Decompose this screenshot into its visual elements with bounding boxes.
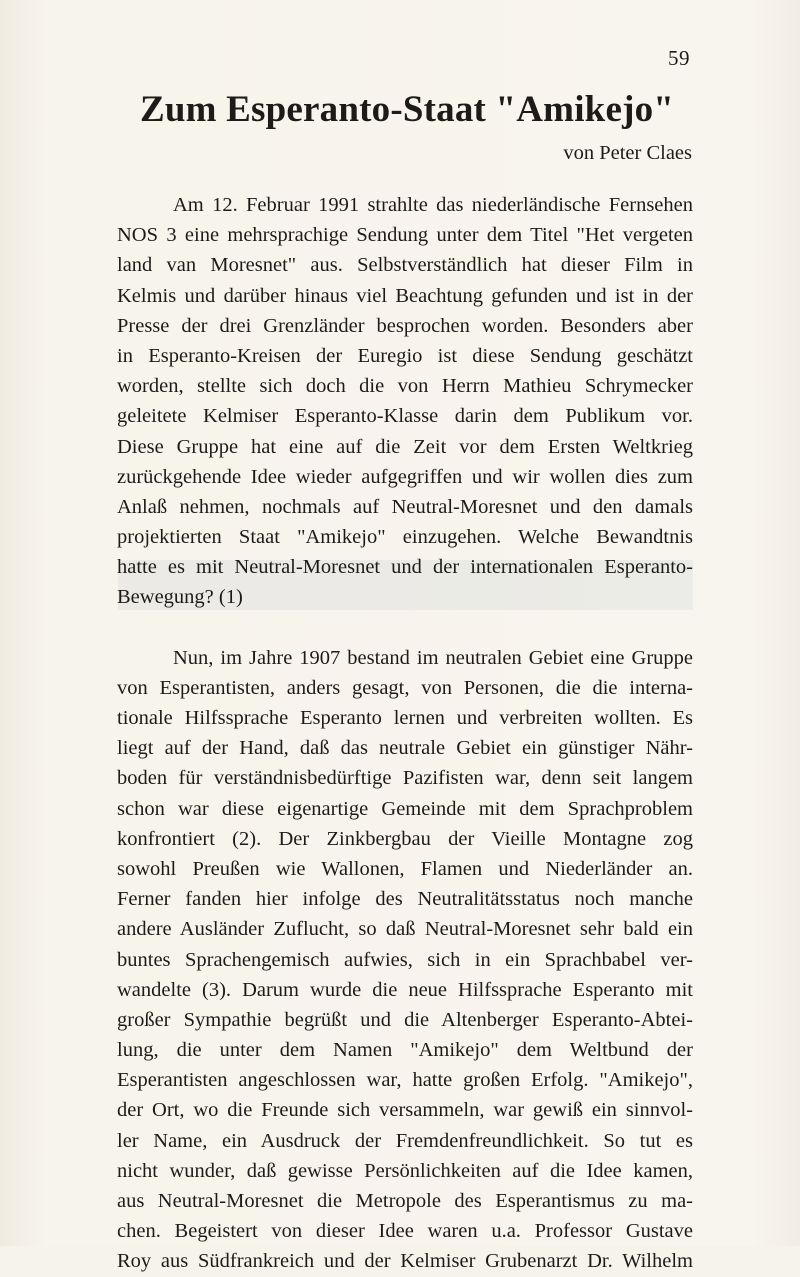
paragraph	[117, 643, 693, 1277]
article-body	[117, 190, 693, 1277]
article-title: Zum Esperanto-Staat "Amikejo"	[140, 89, 675, 130]
text-line: Am 12. Februar 1991 strahlte das niederländische Fernsehen	[173, 194, 693, 216]
text-line: Kelmis und darüber hinaus viel Beachtung gefunden und ist in der	[117, 284, 693, 307]
text-line: tionale Hilfssprache Esperanto lernen und verbreiten wollten. Es	[117, 707, 693, 729]
text-line: nicht wunder, daß gewisse Persönlichkeiten auf die Idee kamen,	[117, 1159, 693, 1182]
paragraph	[117, 190, 693, 613]
text-line: Nun, im Jahre 1907 bestand im neutralen Gebiet eine Gruppe	[173, 646, 693, 669]
page-number: 59	[668, 46, 690, 70]
text-line: boden für verständnisbedürftige Pazifisten war, denn seit langem	[117, 767, 693, 790]
text-line: Ferner fanden hier infolge des Neutralitätsstatus noch manche	[117, 888, 693, 911]
text-line: aus Neutral-Moresnet die Metropole des Esperantismus zu ma-	[117, 1190, 693, 1212]
text-line: zurückgehende Idee wieder aufgegriffen und wir wollen dies zum	[117, 465, 693, 488]
text-line: land van Moresnet" aus. Selbstverständlich hat dieser Film in	[117, 254, 693, 277]
text-line: buntes Sprachengemisch aufwies, sich in ein Sprachbabel ver-	[117, 948, 693, 971]
text-line: worden, stellte sich doch die von Herrn Mathieu Schrymecker	[117, 375, 693, 398]
text-line: Bewegung? (1)	[117, 586, 243, 609]
text-line: andere Ausländer Zuflucht, so daß Neutral-Moresnet sehr bald ein	[117, 918, 693, 941]
text-line: großer Sympathie begrüßt und die Altenberger Esperanto-Abtei-	[117, 1008, 693, 1031]
text-line: sowohl Preußen wie Wallonen, Flamen und Niederländer an.	[117, 857, 693, 880]
text-line: konfrontiert (2). Der Zinkbergbau der Vieille Montagne zog	[117, 827, 693, 850]
text-line: chen. Begeistert von dieser Idee waren u.a. Professor Gustave	[117, 1220, 693, 1243]
text-line: Esperantisten angeschlossen war, hatte großen Erfolg. "Amikejo",	[117, 1069, 693, 1092]
text-line: Presse der drei Grenzländer besprochen worden. Besonders aber	[117, 314, 693, 337]
text-line: lung, die unter dem Namen "Amikejo" dem Weltbund der	[117, 1039, 693, 1062]
text-line: wandelte (3). Darum wurde die neue Hilfssprache Esperanto mit	[117, 978, 693, 1001]
text-line: NOS 3 eine mehrsprachige Sendung unter dem Titel "Het vergeten	[117, 224, 693, 247]
text-line: projektierten Staat "Amikejo" einzugehen. Welche Bewandtnis	[117, 526, 693, 549]
text-line: hatte es mit Neutral-Moresnet und der internationalen Esperanto-	[117, 556, 693, 579]
text-line: Diese Gruppe hat eine auf die Zeit vor dem Ersten Weltkrieg	[117, 435, 693, 458]
text-line: schon war diese eigenartige Gemeinde mit dem Sprachproblem	[117, 797, 693, 820]
text-line: ler Name, ein Ausdruck der Fremdenfreundlichkeit. So tut es	[117, 1129, 693, 1152]
text-line: Anlaß nehmen, nochmals auf Neutral-Moresnet und den damals	[117, 495, 693, 518]
text-line: liegt auf der Hand, daß das neutrale Gebiet ein günstiger Nähr-	[117, 737, 693, 760]
text-line: geleitete Kelmiser Esperanto-Klasse darin dem Publikum vor.	[117, 405, 693, 428]
text-line: der Ort, wo die Freunde sich versammeln, war gewiß ein sinnvol-	[117, 1099, 693, 1122]
text-line: in Esperanto-Kreisen der Euregio ist diese Sendung geschätzt	[117, 344, 693, 367]
text-line: Roy aus Südfrankreich und der Kelmiser Grubenarzt Dr. Wilhelm	[117, 1250, 693, 1273]
article-author: von Peter Claes	[563, 142, 692, 164]
text-line: von Esperantisten, anders gesagt, von Personen, die die interna-	[117, 676, 693, 699]
